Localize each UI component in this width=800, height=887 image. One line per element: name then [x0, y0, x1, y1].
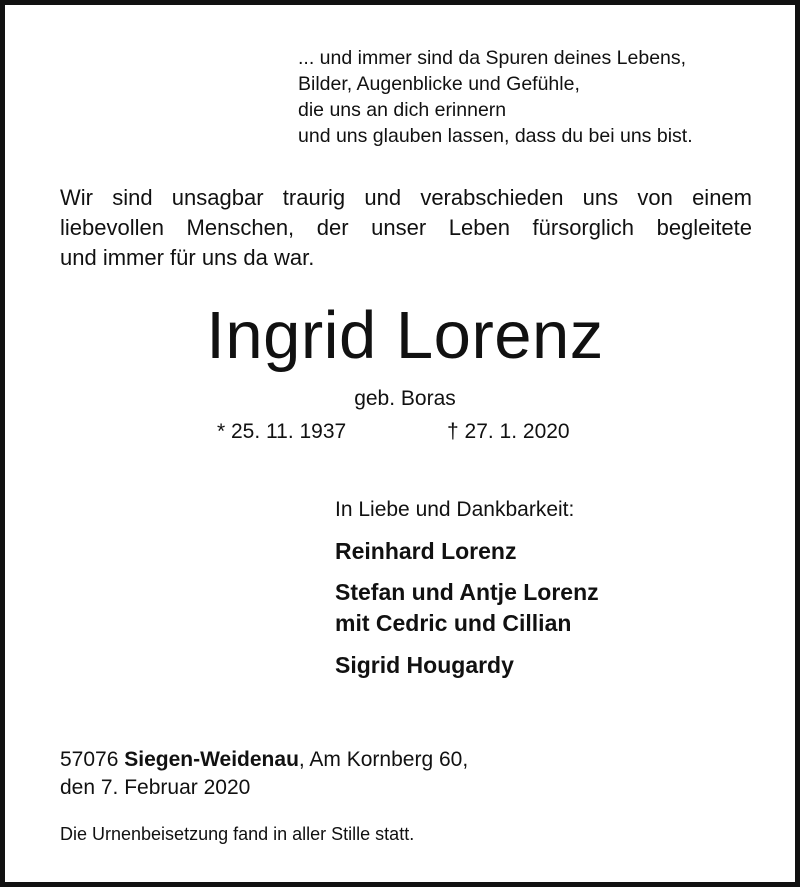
address-postcode: 57076: [60, 748, 119, 771]
maiden-name-text: geb. Boras: [354, 387, 456, 410]
poem-line: ... und immer sind da Spuren deines Lebens,: [298, 47, 687, 69]
intro-line: Wir sind unsagbar traurig und verabschieden uns von einem: [60, 185, 752, 210]
notice-date: den 7. Februar 2020: [60, 776, 251, 799]
death-date: † 27. 1. 2020: [447, 420, 570, 443]
mourners-heading: In Liebe und Dankbarkeit:: [335, 498, 575, 521]
funeral-note: Die Urnenbeisetzung fand in aller Stille statt.: [60, 824, 415, 844]
birth-date: * 25. 11. 1937: [217, 420, 347, 443]
address-street: , Am Kornberg 60,: [298, 748, 469, 771]
poem-line: und uns glauben lassen, dass du bei uns bist.: [298, 125, 693, 147]
address-line: [60, 746, 468, 774]
poem-line: die uns an dich erinnern: [298, 99, 507, 121]
memorial-poem: [298, 45, 768, 149]
intro-line: und immer für uns da war.: [60, 245, 315, 270]
intro-line: liebevollen Menschen, der unser Leben fürsorglich begleitete: [60, 215, 752, 240]
mourner-name: Reinhard Lorenz: [335, 538, 517, 564]
maiden-name: [5, 385, 800, 413]
mourner-name: mit Cedric und Cillian: [335, 610, 572, 636]
poem-line: Bilder, Augenblicke und Gefühle,: [298, 73, 580, 95]
address-city: Siegen-Weidenau: [124, 748, 299, 771]
intro-paragraph: [60, 183, 752, 273]
mourner-name: Stefan und Antje Lorenz: [335, 579, 599, 605]
deceased-name: Ingrid Lorenz: [206, 298, 604, 373]
mourner-name: Sigrid Hougardy: [335, 652, 514, 678]
